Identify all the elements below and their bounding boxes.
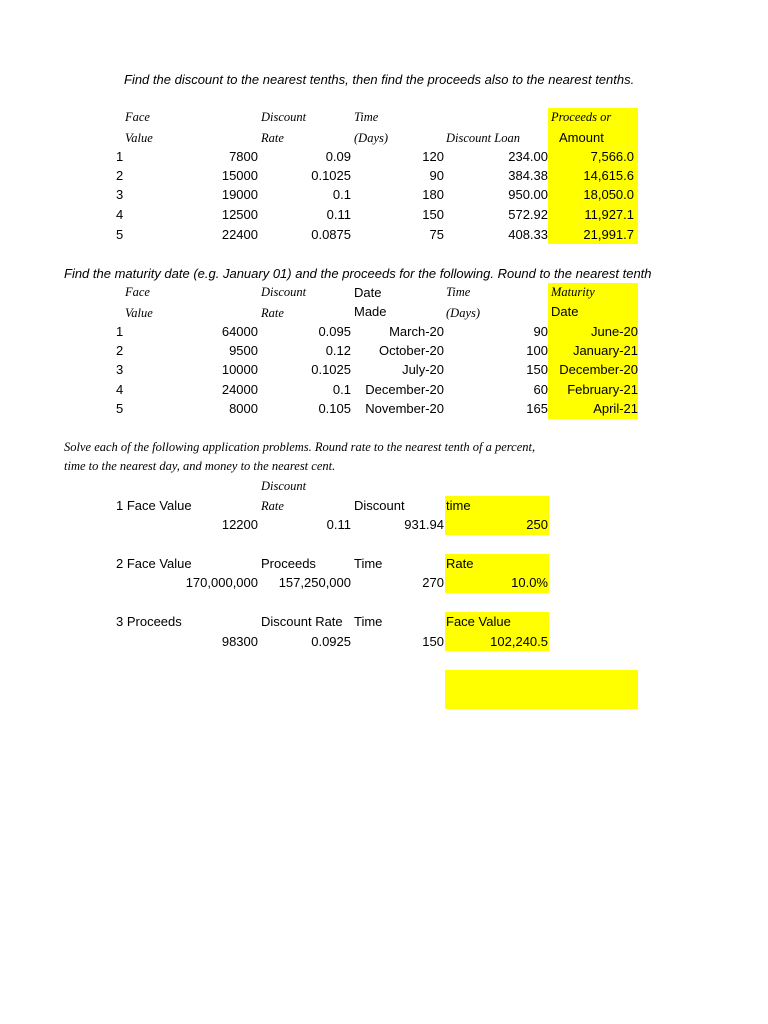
p2-header-proceeds: Proceeds xyxy=(261,556,316,571)
section1-instruction: Find the discount to the nearest tenths, then find the proceeds also to the nearest tenths. xyxy=(124,72,635,87)
face-value: 24000 xyxy=(221,382,258,397)
s1-header-time-2: (Days) xyxy=(354,131,389,145)
s2-header-rate-2: Rate xyxy=(261,306,284,320)
s1-header-rate-1: Discount xyxy=(261,110,307,124)
p2-face-value: 170,000,000 xyxy=(185,575,258,590)
p3-answer: 102,240.5 xyxy=(490,634,548,649)
row-number: 5 xyxy=(116,227,124,242)
discount-rate: 0.11 xyxy=(326,207,351,222)
time-days: 90 xyxy=(429,168,444,183)
p2-label: 2 Face Value xyxy=(116,556,192,571)
s1-header-rate-2: Rate xyxy=(261,131,284,145)
s2-header-time-1: Time xyxy=(446,285,471,299)
discount-loan: 384.38 xyxy=(508,168,548,183)
row-number: 2 xyxy=(116,343,124,358)
s2-header-date-1: Date xyxy=(354,285,382,300)
row-number: 4 xyxy=(116,382,124,397)
discount-rate: 0.1 xyxy=(332,382,351,397)
date-made: December-20 xyxy=(365,382,444,397)
discount-loan: 408.33 xyxy=(508,227,548,242)
p3-time: 150 xyxy=(422,634,444,649)
discount-rate: 0.12 xyxy=(325,343,351,358)
time-days: 90 xyxy=(533,324,548,339)
s2-header-maturity-2: Date xyxy=(551,304,579,319)
face-value: 12500 xyxy=(221,207,258,222)
p1-face-value: 12200 xyxy=(221,517,258,532)
face-value: 8000 xyxy=(229,401,258,416)
p2-proceeds: 157,250,000 xyxy=(278,575,351,590)
time-days: 75 xyxy=(429,227,444,242)
maturity-date: June-20 xyxy=(591,324,638,339)
p1-header-rate-2: Rate xyxy=(261,499,284,513)
section3-instruction-line2: time to the nearest day, and money to the nearest cent. xyxy=(64,459,336,473)
p2-header-time: Time xyxy=(354,556,383,571)
p3-rate: 0.0925 xyxy=(311,634,351,649)
p1-header-answer: time xyxy=(446,498,471,513)
p1-answer: 250 xyxy=(526,517,548,532)
maturity-date: April-21 xyxy=(593,401,638,416)
s2-header-face-1: Face xyxy=(125,285,150,299)
p2-header-answer: Rate xyxy=(446,556,474,571)
section2-instruction: Find the maturity date (e.g. January 01) and the proceeds for the following. Round to the nearest tenth xyxy=(64,266,652,281)
p1-header-rate-1: Discount xyxy=(261,479,307,493)
p2-answer: 10.0% xyxy=(511,575,548,590)
s1-header-face-2: Value xyxy=(125,131,153,145)
s1-header-face-1: Face xyxy=(125,110,150,124)
date-made: July-20 xyxy=(402,362,444,377)
proceeds-amount: 11,927.1 xyxy=(584,207,634,222)
p1-header-discount: Discount xyxy=(354,498,405,513)
face-value: 7800 xyxy=(229,149,258,164)
s2-header-time-2: (Days) xyxy=(446,306,481,320)
maturity-date: December-20 xyxy=(559,362,638,377)
face-value: 10000 xyxy=(221,362,258,377)
date-made: November-20 xyxy=(365,401,444,416)
discount-loan: 234.00 xyxy=(508,149,548,164)
p3-proceeds: 98300 xyxy=(221,634,258,649)
s2-header-face-2: Value xyxy=(125,306,153,320)
proceeds-amount: 21,991.7 xyxy=(583,227,634,242)
proceeds-amount: 18,050.0 xyxy=(583,187,634,202)
p1-rate: 0.11 xyxy=(326,517,351,532)
s2-header-maturity-1: Maturity xyxy=(551,285,595,299)
discount-rate: 0.1025 xyxy=(311,362,351,377)
row-number: 3 xyxy=(116,187,124,202)
p2-time: 270 xyxy=(422,575,444,590)
empty-highlight-block xyxy=(445,670,638,709)
row-number: 1 xyxy=(116,324,124,339)
time-days: 180 xyxy=(422,187,444,202)
p1-discount: 931.94 xyxy=(404,517,444,532)
discount-rate: 0.0875 xyxy=(311,227,351,242)
row-number: 1 xyxy=(116,149,124,164)
face-value: 9500 xyxy=(229,343,258,358)
time-days: 150 xyxy=(422,207,444,222)
discount-rate: 0.105 xyxy=(318,401,351,416)
s2-header-date-2: Made xyxy=(354,304,387,319)
face-value: 19000 xyxy=(221,187,258,202)
face-value: 22400 xyxy=(221,227,258,242)
date-made: March-20 xyxy=(389,324,444,339)
discount-loan: 572.92 xyxy=(508,207,548,222)
row-number: 5 xyxy=(116,401,124,416)
p3-header-time: Time xyxy=(354,614,383,629)
s2-header-rate-1: Discount xyxy=(261,285,307,299)
time-days: 100 xyxy=(526,343,548,358)
p1-label: 1 Face Value xyxy=(116,498,192,513)
time-days: 120 xyxy=(422,149,444,164)
time-days: 150 xyxy=(526,362,548,377)
p3-label: 3 Proceeds xyxy=(116,614,182,629)
s1-header-proceeds-2: Amount xyxy=(559,130,604,145)
time-days: 165 xyxy=(526,401,548,416)
discount-rate: 0.1025 xyxy=(311,168,351,183)
date-made: October-20 xyxy=(378,343,444,358)
discount-rate: 0.095 xyxy=(318,324,351,339)
discount-loan: 950.00 xyxy=(508,187,548,202)
maturity-date: January-21 xyxy=(572,343,638,358)
p3-header-rate: Discount Rate xyxy=(261,614,343,629)
row-number: 4 xyxy=(116,207,124,222)
section3-instruction-line1: Solve each of the following application problems. Round rate to the nearest tenth of a percent, xyxy=(64,440,536,454)
time-days: 60 xyxy=(533,382,548,397)
discount-rate: 0.1 xyxy=(332,187,351,202)
maturity-date: February-21 xyxy=(567,382,638,397)
discount-rate: 0.09 xyxy=(325,149,351,164)
face-value: 15000 xyxy=(221,168,258,183)
face-value: 64000 xyxy=(221,324,258,339)
p3-header-answer: Face Value xyxy=(446,614,511,629)
row-number: 2 xyxy=(116,168,124,183)
row-number: 3 xyxy=(116,362,124,377)
proceeds-amount: 14,615.6 xyxy=(583,168,634,183)
proceeds-amount: 7,566.0 xyxy=(590,149,634,164)
s1-header-time-1: Time xyxy=(354,110,379,124)
s1-header-proceeds-1: Proceeds or xyxy=(551,110,612,124)
s1-header-loan: Discount Loan xyxy=(446,131,520,145)
